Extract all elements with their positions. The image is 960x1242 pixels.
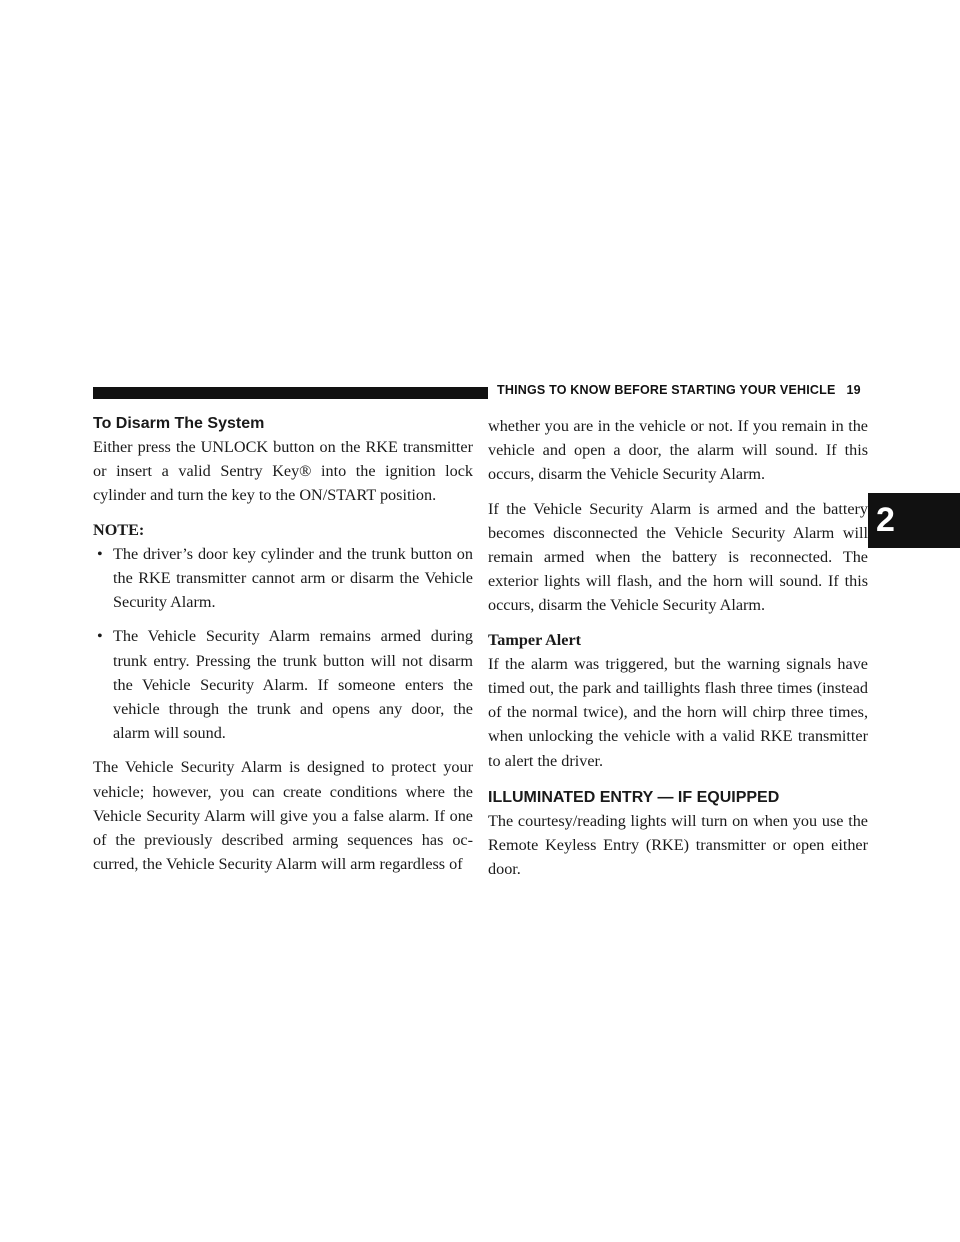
list-item-text: The Vehicle Security Alarm remains armed during trunk entry. Pressing the trunk button will not disarm the Vehicle Security Alarm. If someone enters the vehicle through the trunk and opens any door, the alarm will sound. xyxy=(113,627,473,743)
false-alarm-paragraph: The Vehicle Security Alarm is designed to protect your vehicle; however, you can create conditions where the Vehicle Security Alarm will give you a false alarm. If one of the previously described arming sequences has oc-curred, the Vehicle Security Alarm will arm regardless of xyxy=(93,758,473,874)
chapter-tab: 2 xyxy=(868,493,960,548)
bullet-icon: • xyxy=(97,544,103,563)
header-rule xyxy=(93,387,488,399)
section-heading-illuminated-entry: ILLUMINATED ENTRY — IF EQUIPPED xyxy=(488,788,780,806)
note-label: NOTE: xyxy=(93,520,145,539)
battery-paragraph: If the Vehicle Security Alarm is armed and the battery becomes disconnected the Vehicle Security Alarm will remain armed when the battery is reconnected. The exterior lights will flash, and the horn will sound. If this occurs, disarm the Vehicle Security Alarm. xyxy=(488,499,868,615)
list-item xyxy=(93,542,473,615)
illuminated-entry-text: The courtesy/reading lights will turn on when you use the Remote Keyless Entry (RKE) transmitter or open either door. xyxy=(488,811,868,879)
page-number: 19 xyxy=(846,383,861,397)
list-item xyxy=(93,624,473,745)
disarm-intro: Either press the UNLOCK button on the RKE transmitter or insert a valid Sentry Key® into the ignition lock cylinder and turn the key to the ON/START position. xyxy=(93,438,473,505)
left-column xyxy=(93,413,473,876)
list-item-text: The driver’s door key cylinder and the trunk button on the RKE transmitter cannot arm or disarm the Vehicle Security Alarm. xyxy=(113,544,473,612)
bullet-icon: • xyxy=(97,627,103,646)
tamper-alert-heading: Tamper Alert xyxy=(488,630,582,649)
continuation-paragraph: whether you are in the vehicle or not. If you remain in the vehicle and open a door, the alarm will sound. If this occurs, disarm the Vehicle Security Alarm. xyxy=(488,417,868,484)
section-heading-disarm: To Disarm The System xyxy=(93,415,265,432)
tamper-alert-text: If the alarm was triggered, but the warning signals have timed out, the park and taillights flash three times (instead of the normal twice), and the horn will chirp three times, when unlocking the vehicle with a valid RKE transmitter to alert the driver. xyxy=(488,654,868,770)
right-column xyxy=(488,414,868,881)
note-list xyxy=(93,542,473,746)
running-header xyxy=(497,383,867,397)
running-header-title: THINGS TO KNOW BEFORE STARTING YOUR VEHICLE xyxy=(497,383,836,397)
